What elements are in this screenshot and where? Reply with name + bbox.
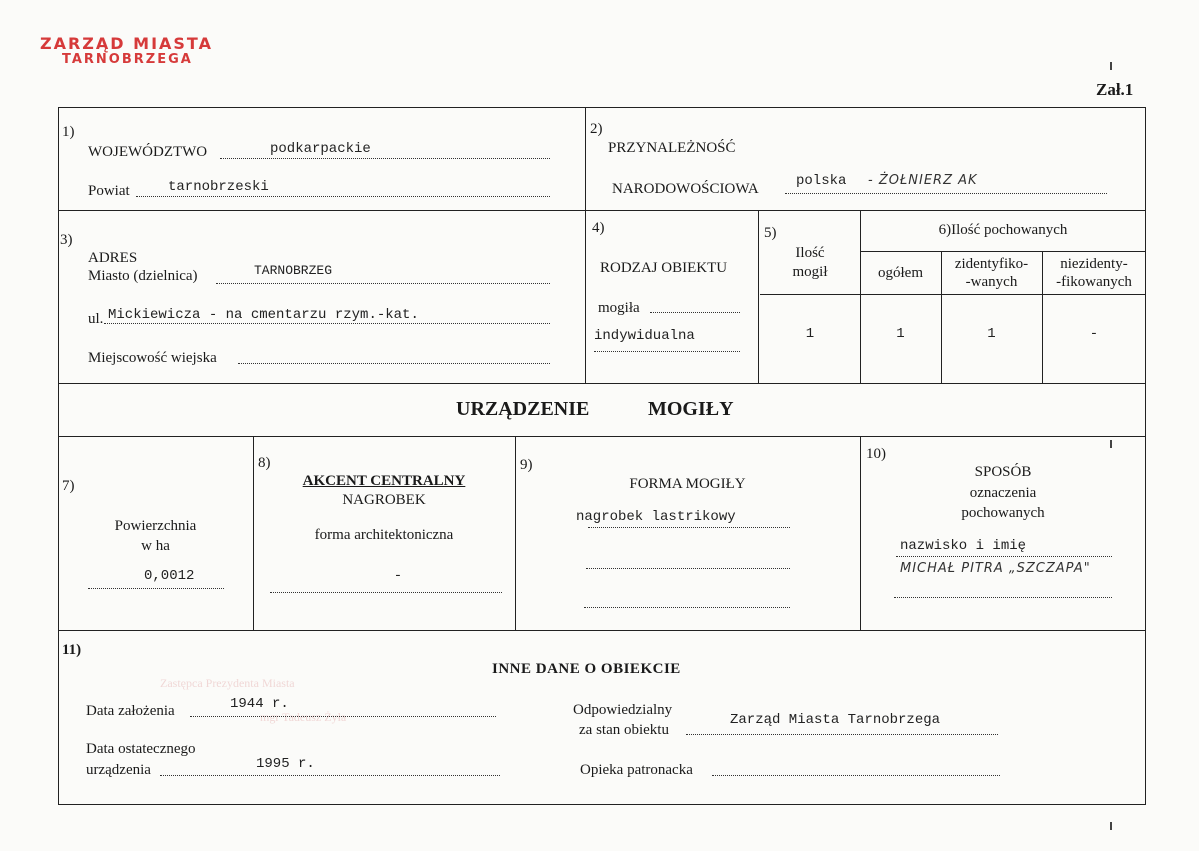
heading-word-2: MOGIŁY (648, 398, 734, 420)
powierzchnia-value: 0,0012 (144, 568, 195, 584)
s7-number: 7) (62, 478, 75, 494)
faint-stamp-1: Zastępca Prezydenta Miasta (160, 676, 295, 690)
sposob-value: nazwisko i imię (900, 538, 1027, 554)
s5-number: 5) (764, 225, 777, 241)
ogolem-value: 1 (896, 326, 905, 342)
narodowosciowa-label: NARODOWOŚCIOWA (612, 181, 759, 197)
inne-dane-label: INNE DANE O OBIEKCIE (492, 661, 681, 677)
opieka-patronacka-label: Opieka patronacka (580, 762, 693, 778)
oznaczenia-label: oznaczenia (969, 485, 1037, 501)
ilosc-label: Ilość (795, 245, 825, 261)
powiat-value: tarnobrzeski (168, 179, 269, 195)
ilosc-mogil-value: 1 (805, 326, 815, 342)
s11-number: 11) (62, 642, 82, 658)
ogolem-label: ogółem (878, 265, 923, 281)
ilosc-pochowanych-label: 6)Ilość pochowanych (938, 222, 1068, 238)
adres-label: ADRES (88, 250, 138, 266)
sposob-handwritten: MICHAŁ PITRA „SZCZAPA" (900, 561, 1091, 576)
attachment-label: Zał.1 (1096, 80, 1134, 99)
form-frame (58, 107, 1146, 805)
akcent-value: - (393, 568, 403, 584)
scan-mark (1110, 440, 1112, 448)
rodzaj-value: indywidualna (594, 328, 695, 344)
ul-label: ul. (88, 311, 104, 327)
sposob-label: SPOSÓB (974, 464, 1032, 480)
s1-number: 1) (62, 124, 75, 140)
niezidentyfikowanych-label-2: -fikowanych (1056, 274, 1132, 290)
forma-mogily-value: nagrobek lastrikowy (576, 509, 736, 525)
powierzchnia-label: Powierzchnia (114, 518, 197, 534)
stamp-line-2: TARNOBRZEGA (62, 52, 193, 67)
wojewodztwo-label: WOJEWÓDZTWO (88, 144, 208, 160)
faint-stamp-2: mgr Tadeusz Żyła (260, 710, 347, 724)
stamp-line-1: ZARZĄD MIASTA (40, 34, 213, 53)
rodzaj-obiektu-label: RODZAJ OBIEKTU (600, 260, 728, 276)
mogil-label: mogił (792, 264, 828, 280)
wojewodztwo-value: podkarpackie (270, 141, 371, 157)
zidentyfikowanych-label-1: zidentyfiko- (954, 256, 1029, 272)
s2-number: 2) (590, 121, 603, 137)
miejscowosc-label: Miejscowość wiejska (88, 350, 217, 366)
narodowosc-handwritten: - ŻOŁNIERZ AK (868, 173, 978, 188)
data-zalozenia-label: Data założenia (86, 703, 175, 719)
niezidentyfikowanych-label-1: niezidenty- (1060, 256, 1128, 272)
odpowiedzialny-label-2: za stan obiektu (579, 722, 669, 738)
miasto-value: TARNOBRZEG (254, 263, 333, 278)
data-ostatecznego-label-1: Data ostatecznego (86, 741, 196, 757)
s4-number: 4) (592, 220, 605, 236)
s8-number: 8) (258, 455, 271, 471)
scan-mark (1110, 62, 1112, 70)
data-zalozenia-value: 1944 r. (230, 696, 289, 712)
akcent-centralny-label: AKCENT CENTRALNY (302, 473, 466, 489)
s3-number: 3) (60, 232, 73, 248)
heading-word-1: URZĄDZENIE (456, 398, 590, 420)
zidentyfikowanych-label-2: -wanych (965, 274, 1018, 290)
przynaleznosc-label: PRZYNALEŻNOŚĆ (608, 140, 736, 156)
narodowosc-value: polska (796, 173, 847, 189)
w-ha-label: w ha (141, 538, 170, 554)
miasto-label: Miasto (dzielnica) (88, 268, 198, 284)
forma-architektoniczna-label: forma architektoniczna (314, 527, 454, 543)
odpowiedzialny-label-1: Odpowiedzialny (573, 702, 673, 718)
data-ostatecznego-label-2: urządzenia (86, 762, 151, 778)
s9-number: 9) (520, 457, 533, 473)
mogila-label: mogiła (598, 300, 640, 316)
s10-number: 10) (866, 446, 886, 462)
forma-mogily-label: FORMA MOGIŁY (629, 476, 746, 492)
pochowanych-label: pochowanych (961, 505, 1045, 521)
ul-value: Mickiewicza - na cmentarzu rzym.-kat. (108, 307, 419, 323)
data-ostatecznego-value: 1995 r. (256, 756, 315, 772)
zidentyfikowanych-value: 1 (987, 326, 996, 342)
odpowiedzialny-value: Zarząd Miasta Tarnobrzega (730, 712, 941, 728)
scan-mark (1110, 822, 1112, 830)
niezidentyfikowanych-value: - (1089, 326, 1099, 342)
nagrobek-label: NAGROBEK (342, 492, 426, 508)
powiat-label: Powiat (88, 183, 130, 199)
